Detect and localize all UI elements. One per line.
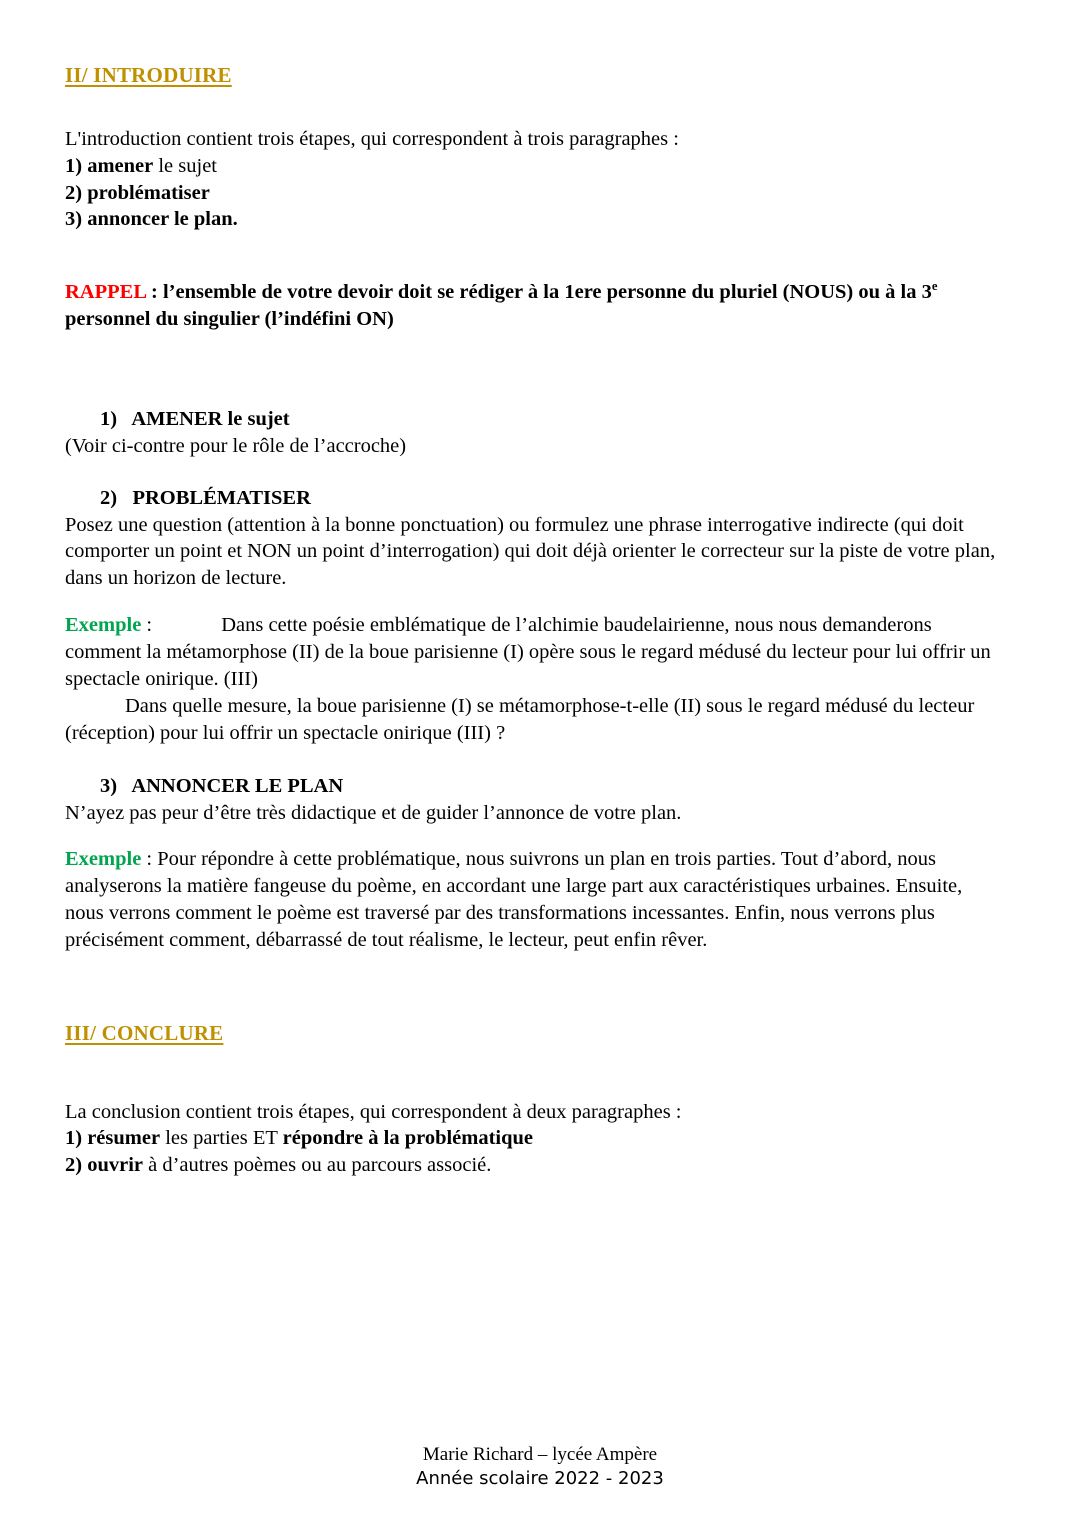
problematiser-example xyxy=(65,612,1005,693)
spacer xyxy=(65,1047,1005,1099)
conclure-step-1-bold-start: 1) résumer xyxy=(65,1127,161,1150)
introduire-intro-line xyxy=(65,126,1005,153)
exemple-text-1: Dans cette poésie emblématique de l’alchimie baudelairienne, nous nous demanderons comment la métamorphose (II) de la boue parisienne (I) opère sous le regard médusé du lecteur pour lui offrir un spectacle onirique. (III) xyxy=(65,613,991,690)
conclure-step-2-rest: à d’autres poèmes ou au parcours associé. xyxy=(143,1153,492,1176)
conclure-intro-text: La conclusion contient trois étapes, qui correspondent à deux paragraphes : xyxy=(65,1100,682,1123)
rappel-text-after: personnel du singulier (l’indéfini ON) xyxy=(65,308,394,331)
conclure-step-2-bold-start: 2) ouvrir xyxy=(65,1153,143,1176)
subheading-amener: 1) AMENER le sujet xyxy=(100,407,290,430)
introduire-step-1-rest: le sujet xyxy=(153,154,217,177)
problematiser-example-alt xyxy=(65,693,1005,747)
footer-schoolyear-line: Année scolaire 2022 - 2023 xyxy=(416,1467,664,1489)
spacer xyxy=(65,354,1005,406)
section-heading-introduire: II/ INTRODUIRE xyxy=(65,63,232,87)
exemple-label-2: Exemple xyxy=(65,848,142,871)
spacer xyxy=(65,88,1005,126)
problematiser-body: Posez une question (attention à la bonne ponctuation) ou formulez une phrase interrogative indirecte (qui doit comporter un point et NON un point d’interrogation) qui doit déjà orienter le correcteur sur la piste de votre plan, dans un horizon de lecture. xyxy=(65,513,996,590)
introduire-step-line-3 xyxy=(65,206,1005,233)
subheading-problematiser: 2) PROBLÉMATISER xyxy=(100,487,311,510)
exemple-colon-1: : xyxy=(141,613,158,636)
introduire-intro-text: L'introduction contient trois étapes, qui correspondent à trois paragraphes : xyxy=(65,128,679,151)
introduire-step-2-bold: 2) problématiser xyxy=(65,181,210,204)
introduire-step-line-2 xyxy=(65,180,1005,207)
introduire-step-1-bold: 1) amener xyxy=(65,154,154,177)
footer-author-line: Marie Richard – lycée Ampère xyxy=(422,1444,658,1465)
subheading-annoncer-le-plan: 3) ANNONCER LE PLAN xyxy=(100,774,344,797)
rappel-callout xyxy=(65,279,1005,333)
introduire-step-line-1 xyxy=(65,153,1005,180)
spacer xyxy=(65,826,1005,846)
spacer xyxy=(65,954,1005,1020)
annoncer-example xyxy=(65,846,1005,954)
introduire-step-3-bold: 3) annoncer le plan. xyxy=(65,208,238,231)
spacer xyxy=(65,592,1005,612)
page-content xyxy=(65,62,1005,1179)
exemple-text-2: Dans quelle mesure, la boue parisienne (I) se métamorphose-t-elle (II) sous le regard médusé du lecteur (réception) pour lui offrir un spectacle onirique (III) ? xyxy=(65,694,975,744)
section-heading-conclure: III/ CONCLURE xyxy=(65,1021,224,1046)
conclure-intro-line xyxy=(65,1099,1005,1126)
rappel-superscript: e xyxy=(931,279,938,294)
spacer xyxy=(65,459,1005,485)
conclure-step-1-bold-end: répondre à la problématique xyxy=(282,1127,534,1150)
annoncer-body: N’ayez pas peur d’être très didactique et de guider l’annonce de votre plan. xyxy=(65,801,682,824)
conclure-step-line-2 xyxy=(65,1152,1005,1179)
conclure-step-1-middle: les parties ET xyxy=(160,1127,283,1150)
exemple-label-1: Exemple xyxy=(65,613,142,636)
exemple-colon-2: : xyxy=(141,848,158,871)
rappel-text-before: : l’ensemble de votre devoir doit se rédiger à la 1ere personne du pluriel (NOUS) ou à la 3 xyxy=(145,281,932,304)
page-footer xyxy=(0,1443,1080,1490)
rappel-label: RAPPEL xyxy=(65,281,146,304)
exemple-text-3: Pour répondre à cette problématique, nous suivrons un plan en trois parties. Tout d’abord, nous analyserons la matière fangeuse du poème, en accordant une large part aux caractéristiques urbaines. Ensuite, nous verrons comment le poème est traversé par des transformations incessantes. Enfin, nous verrons plus précisément comment, débarrassé de tout réalisme, le lecteur, peut enfin rêver. xyxy=(65,848,963,952)
spacer xyxy=(65,747,1005,773)
amener-body: (Voir ci-contre pour le rôle de l’accroche) xyxy=(65,434,407,457)
spacer xyxy=(65,233,1005,259)
conclure-step-line-1 xyxy=(65,1125,1005,1152)
